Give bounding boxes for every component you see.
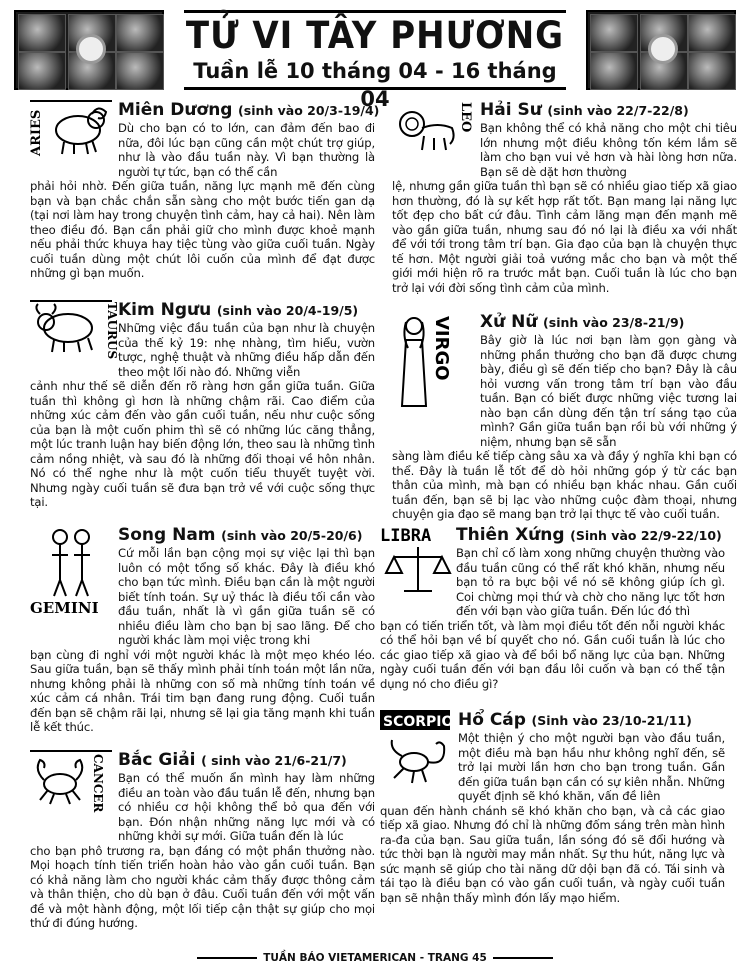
taurus-bull-icon [30,300,119,360]
sign-text-side: Cứ mỗi lần bạn cộng mọi sự việc lại thì bạn luôn có một tổng số khác. Đây là điều khó cho bạn tức mình. Điều bạn cần là một người biết tính toán. Sự uỷ thác là điều tối cần vào đầu tuần, nhất là vì gần giữa tuần sẽ có nhiều điều làm cho bạn bị sao lãng. Để cho người khác làm mọi việc trong khi [118,546,375,647]
sign-icon-label: LIBRA [380,526,432,546]
sign-heading [458,710,725,731]
sign-text: bạn có tiến triển tốt, và làm mọi điều tốt đến nỗi người khác có thể hỏi bạn về bí quyết cho nó. Gần cuối tuần là lúc cho các giao tiếp xã giao và để bồi bổ năng lực của bạn. Những ngày cuối tuần đến với bạn đầu lôi cuốn và bạn có thể tận dụng nó cho điều gì? [380,618,725,691]
sign-dates: (sinh vào 20/4-19/5) [216,303,359,318]
aries-ram-icon [30,100,112,156]
sign-dates: (sinh vào 22/7-22/8) [547,103,689,118]
sign-heading [118,300,375,321]
sign-heading [480,312,737,333]
gemini-twins-icon [30,525,112,615]
sign-name: Kim Ngưu [118,300,212,320]
sign-text: bạn cùng đi nghỉ với một người khác là một mẹo khéo léo. Sau giữa tuần, bạn sẽ thấy mình phải tính toán một lần nữa, nhưng không phải là những con số mà những tính toán về xúc cảm cá nhân. Trái tim bạn đang rung động. Cuối tuần đến bạn sẽ chậm rãi lại, nhưng sẽ lại gia tăng mạnh khi tuần lễ kết thúc. [30,647,375,734]
sign-heading [480,100,737,121]
horoscope-cancer [30,750,375,931]
sign-text: cảnh như thế sẽ diễn đến rõ ràng hơn gần giữa tuần. Giữa tuần thì không gì hơn là những chậm rãi. Cao điểm của những xúc cảm đến vào gần cuối tuần, nếu như cuộc sống của bạn là một cuốn phim thì sẽ có những lúc căng thẳng, một lúc tranh luận hay biến động lớn, theo sau là những tình cảm nồng nhiệt, và sau đó là những đối thoại về hôn nhân. Nó có thể nghe như là một cuốn tiểu thuyết tuyệt vời. Nhưng ngày cuối tuần sẽ đưa bạn trở về với cuộc sống thực tại. [30,379,375,509]
sign-text: cho bạn phô trương ra, bạn đáng có một phần thưởng nào. Mọi hoạch tính tiến triển hoàn hảo vào gần cuối tuần. Bạn có khả năng làm cho người khác cảm thấy được thông cảm và thân thiện, cho dù bạn ở đâu. Cuối tuần đến với một vấn đề và một hành động, một lối tiếp cận thật sự giúp cho mọi thứ đi đúng hướng. [30,843,375,930]
sign-heading [118,525,375,546]
sign-icon-label: TAURUS [105,302,119,360]
sign-text: sàng làm điều kế tiếp càng sâu xa và đầy ý nghĩa khi bạn có thể. Đây là tuần lễ tốt để dò hỏi những góp ý từ các bạn thân của mình, mà bạn có nhiều bạn khác nhau. Gần cuối tuần đến, bạn sẽ bị lạc vào những cuộc đàm thoại, nhưng chuyện gia đạo sẽ mang bạn trở lại thực tế vào cuối tuần. [392,449,737,521]
sign-name: Miên Dương [118,100,233,120]
sign-name: Thiên Xứng [456,525,565,545]
sign-text-side: Dù cho bạn có to lớn, can đảm đến bao đi nữa, đôi lúc bạn cũng cần một chút trợ giúp, như là vào đầu tuần này. Vì bạn thường là người tự tức, bạn có thể cần [118,121,375,179]
horoscope-gemini [30,525,375,735]
sign-text: phải hỏi nhờ. Đến giữa tuần, năng lực mạnh mẽ đến cùng bạn và bạn chắc chắn sẵn sàng cho một bước tiến gan dạ (tại nơi làm hay trong chuyện tình cảm, hay cả hai). Nên làm theo điều đó. Bạn cần phải giữ cho mình được khoẻ mạnh nếu phải thức khuya hay tiệc tùng vào giữa cuối tuần. Ngày cuối tuần dùng một chút lôi cuốn của mình để đạt được những gì bạn muốn. [30,179,375,280]
sign-text-side: Bạn chỉ cố làm xong những chuyện thường vào đầu tuần cũng có thể rất khó khăn, nhưng nếu bạn tỏ ra bực bội về nó sẽ không giúp ích gì. Coi chừng mọi thứ và chờ cho năng lực tốt hơn đến với bạn vào giữa tuần. Đến lúc đó thì [456,546,725,618]
sign-icon-label: LEO [458,102,473,133]
sign-name: Xử Nữ [480,312,538,332]
horoscope-scorpio [380,710,725,905]
cancer-crab-icon [30,750,112,813]
footer-rule-right [493,957,553,959]
zodiac-banner-image-right [586,10,736,90]
page-title: TỬ VI TÂY PHƯƠNG [185,14,565,58]
footer-rule-left [197,957,257,959]
leo-lion-icon [392,100,474,156]
sign-text: lệ, nhưng gần giữa tuần thì bạn sẽ có nhiều giao tiếp xã giao hơn thường, đó là sự kết hợp rất tốt. Bạn mang lại năng lực tốt đẹp cho bất cứ đâu. Tình cảm lãng mạn đến mạnh mẽ vào gần giữa tuần, nhưng sau đó nó lại là điều xa với nhất để với tới trong tâm trí bạn. Gia đạo của bạn là chuyện thực tế hơn. Một người giải toả vướng mắc cho bạn và một thế giới mới hiện rõ ra trước mắt bạn. Cuối tuần là lúc cho bạn trở lại với đời sống tình cảm của mình. [392,179,737,295]
horoscope-virgo [392,312,737,522]
sign-text-side: Bạn không thể có khả năng cho một chi tiêu lớn nhưng một điều không tốn kém lắm sẽ làm cho bạn vui vẻ hơn và hài lòng hơn nữa. Bạn sẽ dè dặt hơn thường [480,121,737,179]
sign-dates: (sinh vào 20/5-20/6) [221,528,363,543]
sign-text-side: Bây giờ là lúc nơi bạn làm gọn gàng và những phần thưởng cho bạn đã được chưng bày, điều gì sẽ đến tiếp cho bạn? Đây là câu hỏi vương vấn trong tâm trí bạn vào đầu tuần. Bạn có biết được những việc tương lai nào bạn cần dùng đến tận trí sáng tạo của mình? Gần giữa tuần bạn rồi bù với những ý niệm, nhưng bạn sẽ sẵn [480,333,737,449]
sign-heading [118,100,380,121]
sign-icon-label: SCORPIO [383,714,454,730]
sign-name: Bắc Giải [118,750,196,770]
horoscope-libra [380,525,725,691]
libra-scales-icon [380,525,462,595]
sign-heading [456,525,725,546]
sign-dates: (Sinh vào 23/10-21/11) [531,713,692,728]
sign-text: quan đến hành chánh sẽ khó khăn cho bạn, và cả các giao tiếp xã giao. Nhưng đó chỉ là những đốm sáng trên màn hình ra-đa của bạn. Sau giữa tuần, lần sóng đó sẽ đổi hướng và tức thời bạn là người may mắn nhất. Sự thu hút, năng lực và sức mạnh sẽ giúp cho tài năng dữ dội bạn đã có. Tái sinh và tái tạo là điều bạn có vào gần cuối tuần, và ngày cuối tuần bạn sẽ nhận thấy mình đón lấy mạo hiểm. [380,803,725,905]
sign-name: Song Nam [118,525,216,545]
sign-heading [118,750,375,771]
sign-dates: (sinh vào 20/3-19/4) [238,103,380,118]
sign-name: Hải Sư [480,100,542,120]
sign-icon-label: CANCER [91,754,105,813]
sign-icon-label: GEMINI [30,599,99,617]
sign-name: Hổ Cáp [458,710,526,730]
sign-dates: (sinh vào 23/8-21/9) [543,315,685,330]
sign-text-side: Một thiện ý cho một người bạn vào đầu tuần, một điều mà bạn hầu như không nghĩ đến, sẽ trở lại mười lần hơn cho bạn trong tuần. Gần đến giữa tuần bạn cần có sự kiên nhẫn. Những quyết định sẽ khó khăn, vấn đề liên [458,731,725,803]
virgo-maiden-icon [392,312,474,412]
sign-text-side: Bạn có thể muốn ẩn mình hay làm những điều an toàn vào đầu tuần lễ đến, nhưng bạn có nhiều cơ hội không thể bỏ qua đến với bạn. Đón nhận những năng lực mới và có những khởi sự mới. Giữa tuần đến là lúc [118,771,375,843]
horoscope-aries [29,100,380,281]
horoscope-taurus [30,300,375,510]
zodiac-banner-image-left [14,10,164,90]
page-footer [0,952,750,964]
scorpio-scorpion-icon [380,710,462,790]
footer-text: TUẦN BÁO VIETAMERICAN - TRANG 45 [263,952,487,964]
sign-dates: (Sinh vào 22/9-22/10) [570,528,722,543]
sign-icon-label: ARIES [29,109,44,156]
sign-dates: ( sinh vào 21/6-21/7) [201,753,347,768]
sign-icon-label: VIRGO [431,316,452,381]
horoscope-leo [392,100,737,295]
sign-text-side: Những việc đầu tuần của bạn như là chuyện của thế kỷ 19: nhẹ nhàng, tìm hiểu, vườn tược, nghệ thuật và những điều hấp dẫn đến theo một lối nào đó. Những viễn [118,321,375,379]
page-subtitle: Tuần lễ 10 tháng 04 - 16 tháng 04 [193,59,557,111]
